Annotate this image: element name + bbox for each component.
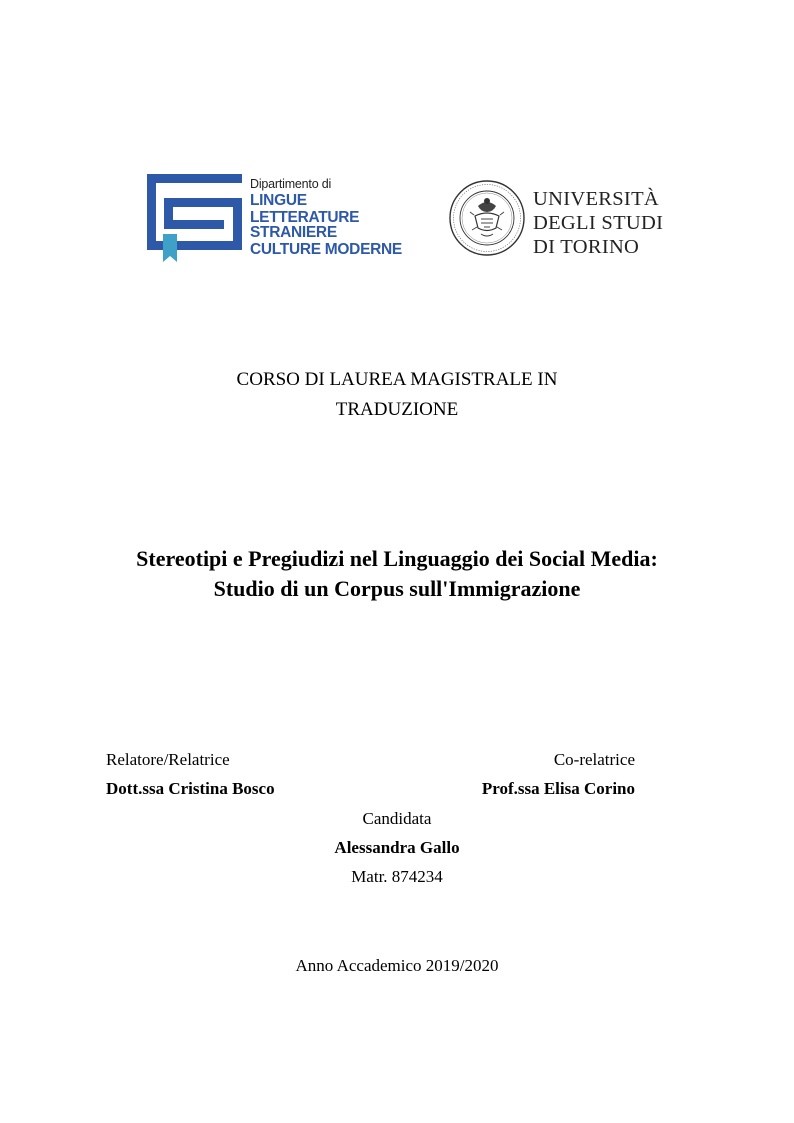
university-seal-icon: [448, 172, 526, 264]
department-line-1: LINGUE: [250, 191, 307, 209]
department-name: [250, 178, 436, 258]
candidate-label: Candidata: [362, 809, 432, 828]
relatore-label: Relatore/Relatrice: [106, 750, 230, 769]
course-name: [0, 365, 794, 425]
candidate-name: Alessandra Gallo: [334, 838, 460, 857]
relatore-name: Dott.ssa Cristina Bosco: [106, 779, 275, 798]
department-mark-icon: [146, 172, 246, 264]
university-line-2: DEGLI STUDI: [533, 212, 664, 234]
course-line-2: TRADUZIONE: [335, 399, 459, 420]
university-line-1: UNIVERSITÀ: [533, 188, 659, 210]
thesis-title: [0, 544, 794, 604]
thesis-title-line-2: Studio di un Corpus sull'Immigrazione: [213, 576, 581, 601]
academic-year: Anno Accademico 2019/2020: [295, 956, 499, 975]
correlatrice-name: Prof.ssa Elisa Corino: [481, 779, 635, 798]
university-name: [533, 187, 663, 259]
department-line-3: CULTURE MODERNE: [250, 241, 402, 258]
course-line-1: CORSO DI LAUREA MAGISTRALE IN: [236, 369, 558, 390]
university-line-3: DI TORINO: [533, 236, 640, 258]
department-line-2: LETTERATURE STRANIERE: [250, 208, 360, 241]
department-logo: [146, 172, 436, 264]
correlatrice-label: Co-relatrice: [553, 750, 635, 769]
department-prefix: Dipartimento di: [250, 177, 332, 191]
thesis-title-line-1: Stereotipi e Pregiudizi nel Linguaggio dei Social Media:: [136, 546, 658, 571]
candidate-matricola: Matr. 874234: [351, 867, 443, 886]
